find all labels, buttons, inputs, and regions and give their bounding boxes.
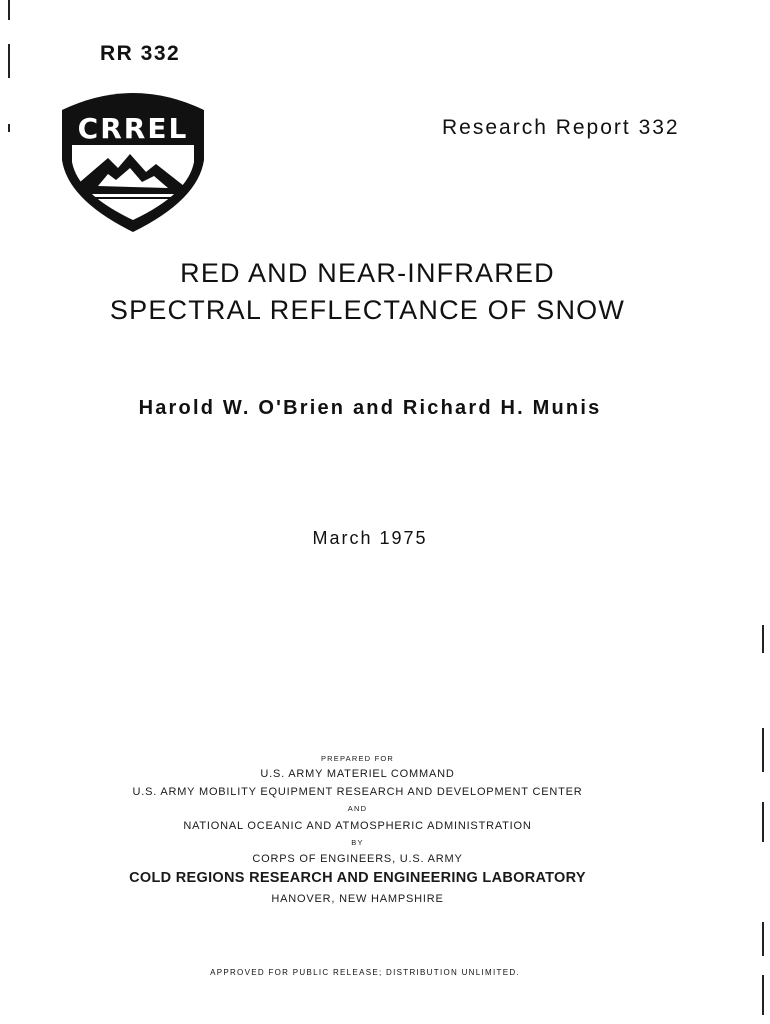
scan-mark-right-3	[762, 802, 764, 842]
scan-mark-right-2	[762, 728, 764, 772]
by-label: BY	[351, 838, 364, 847]
lab-location: HANOVER, NEW HAMPSHIRE	[271, 893, 444, 905]
prepared-for-label: PREPARED FOR	[320, 754, 395, 763]
lab-name: COLD REGIONS RESEARCH AND ENGINEERING LABORATORY	[129, 870, 586, 886]
logo-text: CRREL	[77, 112, 189, 145]
preparer-org: CORPS OF ENGINEERS, U.S. ARMY	[252, 853, 463, 865]
report-code: RR 332	[100, 42, 181, 65]
scan-mark-right-4	[762, 922, 764, 956]
scan-mark-left-mid	[8, 44, 10, 78]
authors: Harold W. O'Brien and Richard H. Munis	[138, 397, 602, 419]
sponsor-org-3: NATIONAL OCEANIC AND ATMOSPHERIC ADMINISTRATION	[183, 820, 532, 832]
scan-mark-right-1	[762, 625, 764, 653]
publication-date: March 1975	[312, 528, 428, 548]
scan-mark-right-5	[762, 975, 764, 1015]
report-series: Research Report 332	[442, 116, 680, 139]
title-line-1: RED AND NEAR-INFRARED	[180, 258, 555, 288]
scan-mark-left-top	[8, 0, 10, 20]
scan-mark-left-low	[8, 124, 10, 132]
sponsor-org-2: U.S. ARMY MOBILITY EQUIPMENT RESEARCH AND DEVELOPMENT CENTER	[132, 786, 583, 798]
sponsor-org-1: U.S. ARMY MATERIEL COMMAND	[260, 768, 455, 780]
title-line-2: SPECTRAL REFLECTANCE OF SNOW	[109, 295, 626, 325]
distribution-statement: APPROVED FOR PUBLIC RELEASE; DISTRIBUTION UNLIMITED.	[210, 968, 520, 977]
and-label: AND	[347, 804, 368, 813]
crrel-shield-logo-icon	[58, 82, 208, 234]
